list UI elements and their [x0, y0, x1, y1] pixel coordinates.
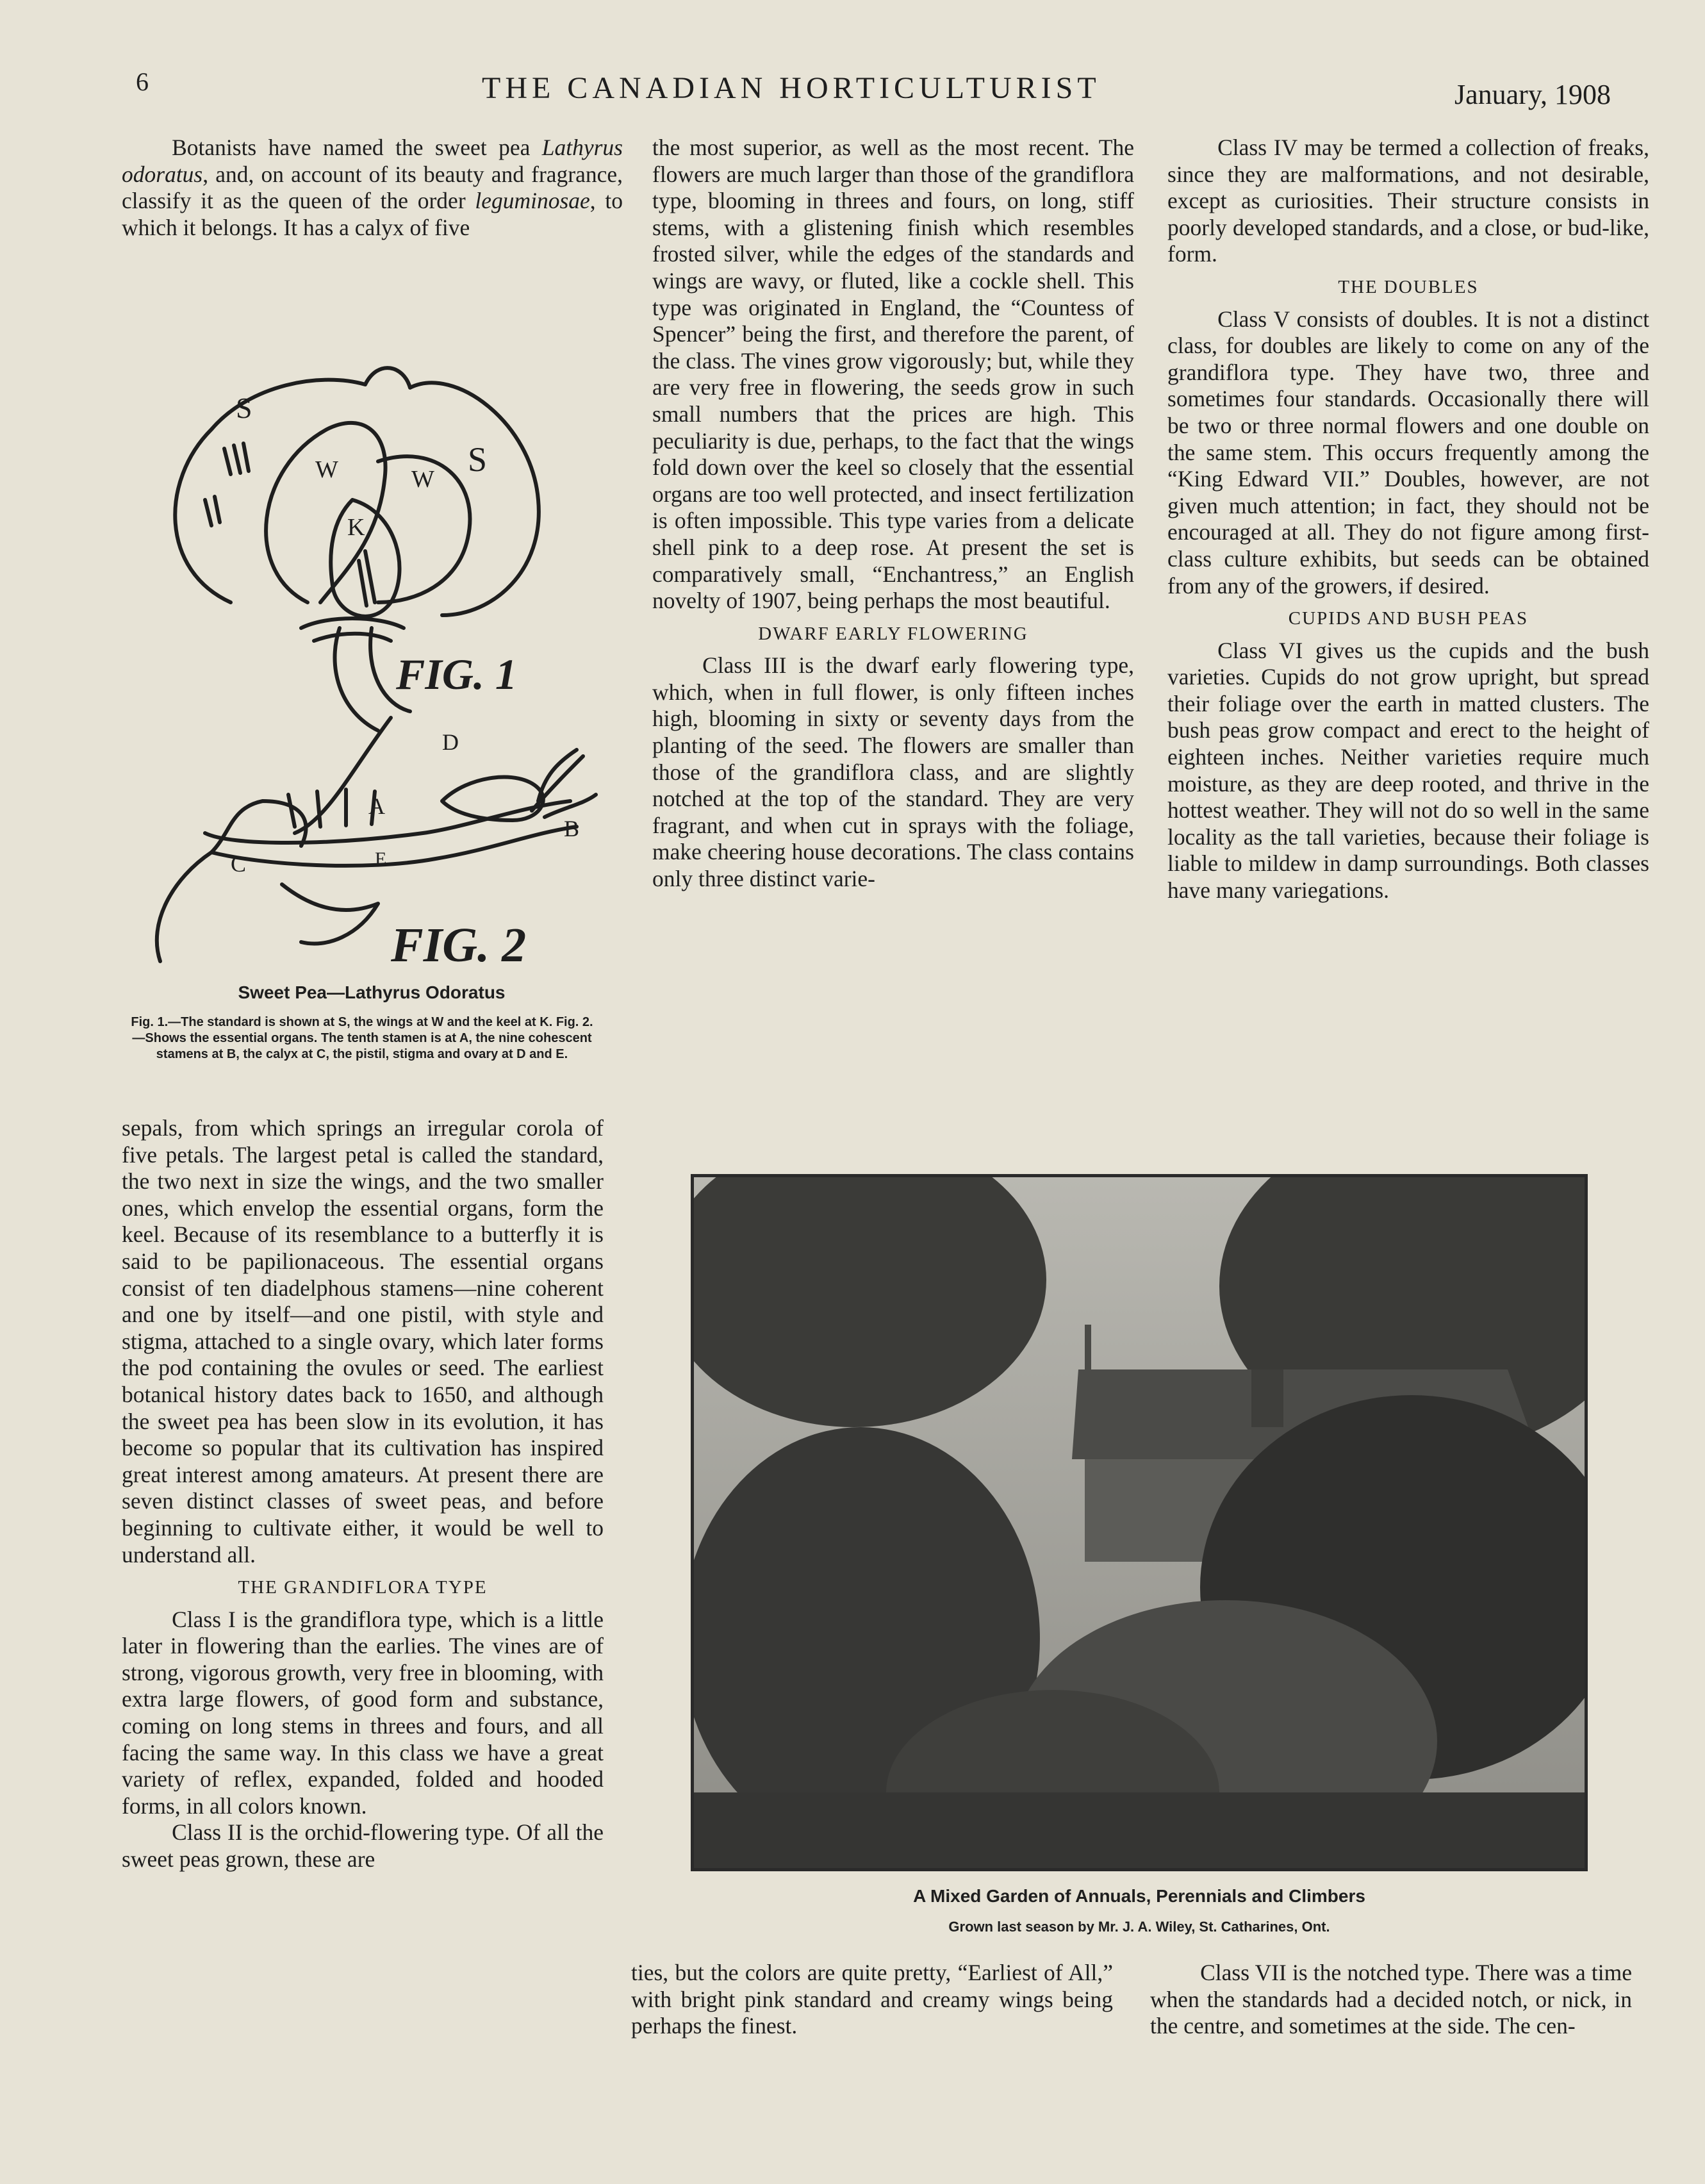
bottom-col2	[631, 1960, 1113, 2040]
col3-paragraph-class4: Class IV may be termed a collection of freaks, since they are malformations, and not desirable, except as curiosities. Their structure consists in poorly developed standards, and a close, or bud-like, form.	[1167, 135, 1649, 267]
bottom-col3	[1150, 1960, 1632, 2040]
subhead-dwarf: DWARF EARLY FLOWERING	[758, 623, 1028, 644]
photo-caption-title: A Mixed Garden of Annuals, Perennials and Climbers	[913, 1886, 1365, 1906]
standard-petal-left	[175, 368, 539, 615]
pistil-fig2	[442, 777, 543, 820]
bottom-col2-paragraph: ties, but the colors are quite pretty, “Earliest of All,” with bright pink standard and creamy wings being perhaps the finest.	[631, 1960, 1113, 2039]
col3-paragraph-class6: Class VI gives us the cupids and the bush varieties. Cupids do not grow upright, but spread their foliage over the earth in matted clusters. The bush peas grow compact and erect to the height of eighteen inches. Neither varieties require much moisture, as they are deep rooted, and thrive in the hottest weather. They will not do so well in the same locality as the tall varieties, because their foliage is liable to mildew in damp surroundings. Both classes have many variegations.	[1167, 637, 1649, 904]
issue-date: January, 1908	[1454, 79, 1611, 110]
col1-paragraph-class2: Class II is the orchid-flowering type. Of all the sweet peas grown, these are	[122, 1819, 604, 1873]
wing-left	[266, 423, 385, 602]
col1-paragraph-class1: Class I is the grandiflora type, which is a little later in flowering than the earlies. The vines are of strong, vigorous growth, very free in blooming, with extra large flowers, of good form and substance, coming on long stems in threes and fours, and all facing the same way. In this class we have a great variety of reflex, expanded, folded and hooded forms, in all colors known.	[122, 1606, 604, 1819]
page-number: 6	[136, 67, 149, 96]
col2-text	[652, 135, 1134, 893]
bottom-col3-paragraph: Class VII is the notched type. There was a time when the standards had a decided notch, or nick, in the centre, and sometimes at the side. The cen-	[1150, 1960, 1632, 2039]
fig-letter-a: A	[368, 793, 385, 819]
fig-letter-s-left: S	[236, 392, 252, 424]
sweet-pea-illustration	[135, 269, 609, 974]
garden-photo-image	[694, 1177, 1585, 1868]
figure-caption-note: Fig. 1.—The standard is shown at S, the wings at W and the keel at K. Fig. 2.—Shows the essential organs. The tenth stamen is at A, the nine cohescent stamens at B, the calyx at C, the pistil, stigma and ovary at D and E.	[131, 1015, 593, 1061]
fig2-label: FIG. 2	[391, 918, 527, 972]
stamen-tube-fig2	[205, 801, 580, 866]
fig1-label: FIG. 1	[396, 650, 517, 699]
col1-intro	[122, 135, 623, 241]
col1-lower	[122, 1115, 604, 1873]
col3-paragraph-class5: Class V consists of doubles. It is not a distinct class, for doubles are likely to come on any of the grandiflora type. They have two, three and sometimes four standards. Occasionally there will be two or three normal flowers and one double on the same stem. This occurs frequently among the “King Edward VII.” Doubles, however, are not given much attention; in fact, they should not be encouraged at all. They do not figure among first-class culture exhibits, but seeds can be obtained from any of the growers, if desired.	[1167, 306, 1649, 599]
col2-paragraph-orchid: the most superior, as well as the most recent. The flowers are much larger than those of the grandiflora type, blooming in threes and fours, on long, stiff stems, with a glistening finish which resembles frosted silver, while the edges of the standards and wings are wavy, or fluted, like a cockle shell. This type was originated in England, the “Countess of Spencer” being the first, and therefore the parent, of the class. The vines grow vigorously; but, while they are very free in flowering, the seeds grow in such small numbers that the prices are high. This peculiarity is due, perhaps, to the fact that the wings fold down over the keel so closely that the essential organs are too well protected, and insect fertilization is often impossible. This type varies from a delicate shell pink to a deep rose. At present the set is comparatively small, “Enchantress,” an English novelty of 1907, being perhaps the most beautiful.	[652, 135, 1134, 614]
col2-paragraph-class3: Class III is the dwarf early flowering type, which, when in full flower, is only fifteen inches high, blooming in sixty or seventy days from the planting of the seed. The flowers are smaller than those of the grandiflora class, and are slightly notched at the top of the standard. They are very fragrant, and when cut in sprays with the foliage, make cheering house decorations. The class contains only three distinct varie-	[652, 652, 1134, 892]
fig-letter-b: B	[564, 816, 580, 841]
fig-letter-k: K	[347, 514, 365, 541]
journal-title: THE CANADIAN HORTICULTURIST	[482, 71, 1101, 105]
fig-letter-d: D	[442, 729, 459, 755]
petal-base-fig2	[282, 884, 378, 944]
col3-text	[1167, 135, 1649, 904]
subhead-doubles: THE DOUBLES	[1338, 276, 1479, 297]
photo-caption-sub: Grown last season by Mr. J. A. Wiley, St. Catharines, Ont.	[948, 1919, 1330, 1935]
flower-stem	[295, 628, 410, 833]
fig-letter-e: E	[375, 848, 387, 870]
garden-photo	[691, 1174, 1588, 1871]
calyx	[301, 618, 404, 641]
fig-letter-w-right: W	[411, 466, 434, 493]
calyx-fig2	[157, 801, 306, 961]
fig-letter-s-right: S	[468, 440, 488, 479]
stamen-filaments-fig2	[288, 750, 596, 827]
figure-caption-title: Sweet Pea—Lathyrus Odoratus	[238, 982, 506, 1002]
fig-letter-w-left: W	[315, 456, 338, 483]
intro-paragraph: Botanists have named the sweet pea Lathyrus odoratus, and, on account of its beauty and fragrance, classify it as the queen of the order leguminosae, to which it belongs. It has a calyx of five	[122, 135, 623, 240]
sweet-pea-figure	[135, 269, 609, 974]
subhead-cupids: CUPIDS AND BUSH PEAS	[1288, 608, 1529, 629]
fig-letter-c: C	[231, 851, 247, 877]
col1-paragraph-sepals: sepals, from which springs an irregular corola of five petals. The largest petal is called the standard, the two next in size the wings, and the two smaller ones, which envelop the essential organs, form the keel. Because of its resemblance to a butterfly it is said to be papilionaceous. The essential organs consist of ten diadelphous stamens—nine coherent and one by itself—and one pistil, with style and stigma, attached to a single ovary, which later forms the pod containing the ovules or seed. The earliest botanical history dates back to 1650, and although the sweet pea has been slow in its evolution, it has become so popular that its cultivation has inspired great interest among amateurs. At present there are seven distinct classes of sweet peas, and before beginning to cultivate either, it would be well to understand all.	[122, 1115, 604, 1568]
subhead-grandiflora: THE GRANDIFLORA TYPE	[238, 1577, 488, 1598]
